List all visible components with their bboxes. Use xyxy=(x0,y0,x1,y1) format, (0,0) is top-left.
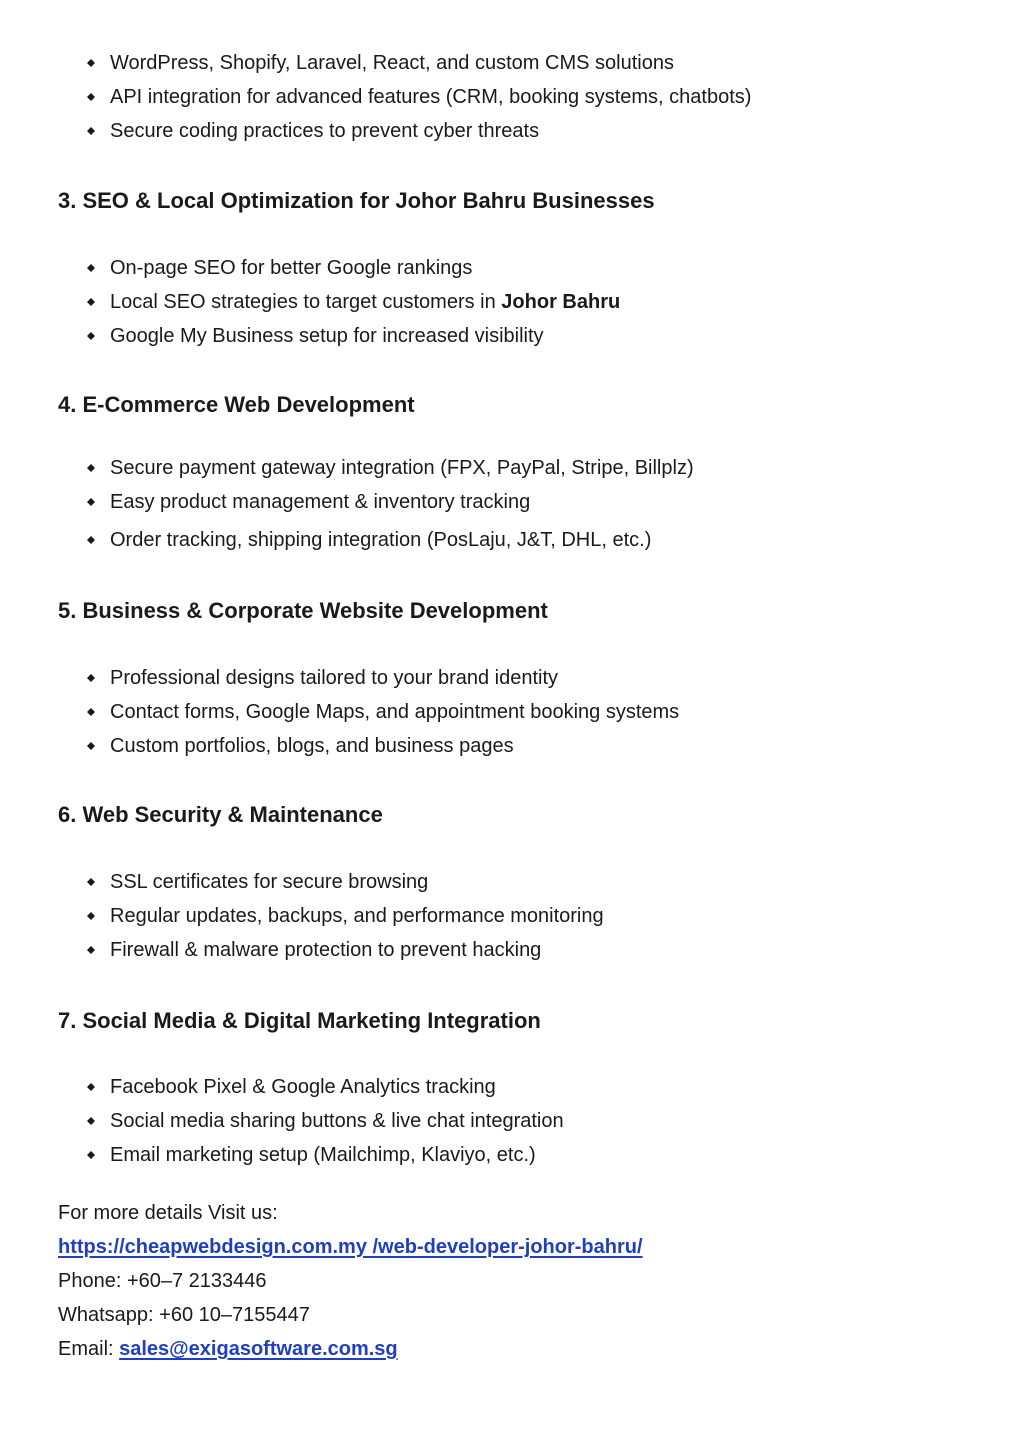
diamond-bullet-icon xyxy=(86,707,96,717)
list-item-text: Email marketing setup (Mailchimp, Klaviyo, etc.) xyxy=(110,1144,536,1166)
section-heading-social-media: 7. Social Media & Digital Marketing Integration xyxy=(58,1008,541,1033)
list-item-text: Social media sharing buttons & live chat integration xyxy=(110,1110,564,1132)
list-item-text: Google My Business setup for increased visibility xyxy=(110,325,544,347)
list-item-text: Contact forms, Google Maps, and appointment booking systems xyxy=(110,701,680,723)
diamond-bullet-icon xyxy=(86,1150,96,1160)
list-item-text: Easy product management & inventory tracking xyxy=(110,491,531,513)
list-item-text: Professional designs tailored to your brand identity xyxy=(110,667,559,689)
diamond-bullet-icon xyxy=(86,331,96,341)
section-heading-business: 5. Business & Corporate Website Development xyxy=(58,598,548,623)
list-item-text: Regular updates, backups, and performance monitoring xyxy=(110,905,604,927)
list-item-text: Secure payment gateway integration (FPX, PayPal, Stripe, Billplz) xyxy=(110,457,694,479)
contact-url-line xyxy=(58,1230,958,1264)
list-item-text: Order tracking, shipping integration (PosLaju, J&T, DHL, etc.) xyxy=(110,529,652,551)
list-item-text: Firewall & malware protection to prevent hacking xyxy=(110,939,542,961)
list-item-text: Facebook Pixel & Google Analytics tracking xyxy=(110,1076,496,1098)
diamond-bullet-icon xyxy=(86,1116,96,1126)
email-label: Email: xyxy=(58,1338,120,1360)
list-item-text: Secure coding practices to prevent cyber threats xyxy=(110,120,540,142)
list-item-text-bold: Johor Bahru xyxy=(501,291,621,313)
contact-phone: Phone: +60–7 2133446 xyxy=(58,1270,267,1292)
contact-intro: For more details Visit us: xyxy=(58,1202,278,1224)
contact-email-line xyxy=(58,1332,958,1366)
email-link[interactable]: sales@exigasoftware.com.sg xyxy=(119,1338,398,1360)
list-item-text: Custom portfolios, blogs, and business pages xyxy=(110,735,514,757)
diamond-bullet-icon xyxy=(86,945,96,955)
list-item-text-plain: Local SEO strategies to target customers in xyxy=(110,291,502,313)
diamond-bullet-icon xyxy=(86,877,96,887)
diamond-bullet-icon xyxy=(86,497,96,507)
diamond-bullet-icon xyxy=(86,1082,96,1092)
list-item-text: API integration for advanced features (CRM, booking systems, chatbots) xyxy=(110,86,752,108)
list-item-text: On-page SEO for better Google rankings xyxy=(110,257,473,279)
diamond-bullet-icon xyxy=(86,92,96,102)
diamond-bullet-icon xyxy=(86,58,96,68)
list-item-text: WordPress, Shopify, Laravel, React, and custom CMS solutions xyxy=(110,52,674,74)
section-heading-ecommerce: 4. E-Commerce Web Development xyxy=(58,392,415,417)
website-link[interactable]: https://cheapwebdesign.com.my /web-developer-johor-bahru/ xyxy=(58,1236,643,1258)
list-item-text: SSL certificates for secure browsing xyxy=(110,871,429,893)
diamond-bullet-icon xyxy=(86,673,96,683)
contact-block xyxy=(58,1196,958,1366)
diamond-bullet-icon xyxy=(86,126,96,136)
section-heading-security: 6. Web Security & Maintenance xyxy=(58,802,383,827)
contact-whatsapp: Whatsapp: +60 10–7155447 xyxy=(58,1304,310,1326)
diamond-bullet-icon xyxy=(86,263,96,273)
diamond-bullet-icon xyxy=(86,741,96,751)
diamond-bullet-icon xyxy=(86,911,96,921)
diamond-bullet-icon xyxy=(86,535,96,545)
section-heading-seo: 3. SEO & Local Optimization for Johor Bahru Businesses xyxy=(58,188,655,213)
diamond-bullet-icon xyxy=(86,297,96,307)
diamond-bullet-icon xyxy=(86,463,96,473)
list-item-text xyxy=(110,285,620,319)
